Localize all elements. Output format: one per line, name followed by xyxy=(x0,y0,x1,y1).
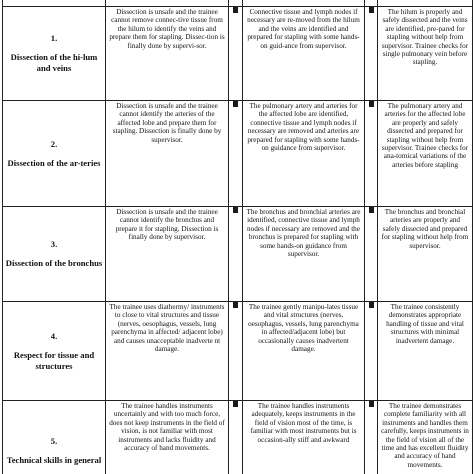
score-3-cell xyxy=(243,7,365,101)
cell-marker xyxy=(233,207,238,213)
criterion-name: Technical skills in general xyxy=(6,455,102,465)
score-5-cell xyxy=(378,101,473,207)
cell-marker xyxy=(233,302,238,308)
criterion-cell xyxy=(3,401,106,474)
score-4-cell xyxy=(365,302,378,401)
score-2-cell xyxy=(229,302,243,401)
criterion-cell xyxy=(3,302,106,401)
score-3-cell xyxy=(243,101,365,207)
criterion-name: Dissection of the hi-lum and veins xyxy=(10,52,98,73)
score-5-description: The trainee consistently demonstrates appropriate handling of tissue and vital structures with minimal inadvertent damage. xyxy=(386,303,464,345)
score-1-cell xyxy=(106,302,229,401)
score-5-cell xyxy=(378,401,473,474)
score-3-description: Connective tissue and lymph nodes if necessary are re-moved from the hilum and the veins are identified and prepared for stapling with some hands-on guid-ance from supervisor. xyxy=(247,8,360,50)
score-4-cell xyxy=(365,401,378,474)
cell-marker xyxy=(369,7,374,13)
assessment-rubric-table xyxy=(2,0,473,474)
score-1-description: Dissection is unsafe and the trainee cannot identify the arteries of the affected lobe and prepare them for stapling. Dissection is finally done by supervisor. xyxy=(112,102,222,144)
criterion-cell xyxy=(3,7,106,101)
cell-marker xyxy=(233,101,238,107)
score-3-cell xyxy=(243,207,365,302)
score-2-cell xyxy=(229,7,243,101)
score-3-description: The trainee handles instruments adequately, keeps instruments in the field of vision most of the time, is familiar with most instruments but is occasion-ally stiff and awkward xyxy=(250,402,357,444)
score-4-cell xyxy=(365,7,378,101)
criterion-name: Respect for tissue and structures xyxy=(13,349,95,371)
score-5-description: The bronchus and bronchial arteries are properly and safely dissected and prepared for stapling without help from supervisor. xyxy=(381,208,469,250)
cell-marker xyxy=(369,101,374,107)
score-5-cell xyxy=(378,7,473,101)
table-row xyxy=(3,207,473,302)
score-5-description: The trainee demonstrates complete familiarity with all instruments and handles them carefully, keeps instruments in the field of vision all of the time and has excellent fluidity and accuracy of hand movements. xyxy=(381,402,469,469)
criterion-number: 5. xyxy=(50,436,58,446)
criterion-cell xyxy=(3,101,106,207)
score-3-description: The trainee gently manipu-lates tissue and vital structures (nerves, oesophagus, vessels, lung parenchyma in affected/adjacent lobe) but occasionally causes inadvertent damage. xyxy=(248,303,359,354)
score-3-cell xyxy=(243,302,365,401)
score-3-cell xyxy=(243,401,365,474)
cell-marker xyxy=(369,302,374,308)
score-2-cell xyxy=(229,207,243,302)
table-row xyxy=(3,401,473,474)
table-row xyxy=(3,302,473,401)
score-1-description: Dissection is unsafe and the trainee cannot remove connec-tive tissue from the hilum to identify the veins and prepare them for stapling. Dissec-tion is finally done by supervi-sor. xyxy=(109,8,225,50)
criterion-cell xyxy=(3,207,106,302)
table-row xyxy=(3,101,473,207)
score-1-cell xyxy=(106,207,229,302)
criterion-number: 2. xyxy=(50,138,58,149)
score-5-description: The pulmonary artery and arteries for the affected lobe are properly and safely dissected and prepared for stapling without help from supervisor. Trainee checks for ana-tomical variations of the arteries before stapling xyxy=(381,102,469,169)
score-1-description: The trainee handles instruments uncertainly and with too much force, does not keep instruments in the field of vision, is not familiar with most instruments and lacks fluidity and accuracy of hand movements. xyxy=(109,402,225,453)
score-1-cell xyxy=(106,401,229,474)
score-5-cell xyxy=(378,302,473,401)
score-5-cell xyxy=(378,207,473,302)
score-3-description: The bronchus and bronchial arteries are identified, connective tissue and lymph nodes if necessary are removed and the bronchus is prepared for stapling with some hands-on guidance from supervisor. xyxy=(246,208,361,259)
score-1-cell xyxy=(106,101,229,207)
score-1-description: Dissection is unsafe and the trainee cannot identify the bronchus and prepare it for stapling. Dissection is finally done by supervisor. xyxy=(115,208,219,242)
score-4-cell xyxy=(365,207,378,302)
score-3-description: The pulmonary artery and arteries for the affected lobe are identified, connective tissue and lymph nodes if necessary are removed and arteries are prepared for stapling with some hands-on guidance from supervisor. xyxy=(247,102,360,153)
table-row xyxy=(3,7,473,101)
cell-marker xyxy=(233,401,238,407)
criterion-number: 1. xyxy=(50,33,58,43)
cell-marker xyxy=(369,401,374,407)
score-1-cell xyxy=(106,7,229,101)
criterion-name: Dissection of the ar-teries xyxy=(7,157,101,168)
score-2-cell xyxy=(229,401,243,474)
cell-marker xyxy=(369,207,374,213)
score-2-cell xyxy=(229,101,243,207)
score-5-description: The hilum is properly and safely dissected and the veins are identified, pre-pared for stapling without help from supervisor. Trainee checks for single pulmonary vein before stapling. xyxy=(381,8,469,67)
cell-marker xyxy=(233,7,238,13)
criterion-number: 4. xyxy=(50,330,58,341)
criterion-name: Dissection of the bronchus xyxy=(5,258,103,268)
criterion-number: 3. xyxy=(50,239,58,249)
score-4-cell xyxy=(365,101,378,207)
score-1-description: The trainee uses diathermy/ instruments to close to vital structures and tissue (nerves, oesophagus, vessels, lung parenchyma in affected/ adjacent lobe) and causes unacceptable inadverte nt damage. xyxy=(109,303,225,354)
